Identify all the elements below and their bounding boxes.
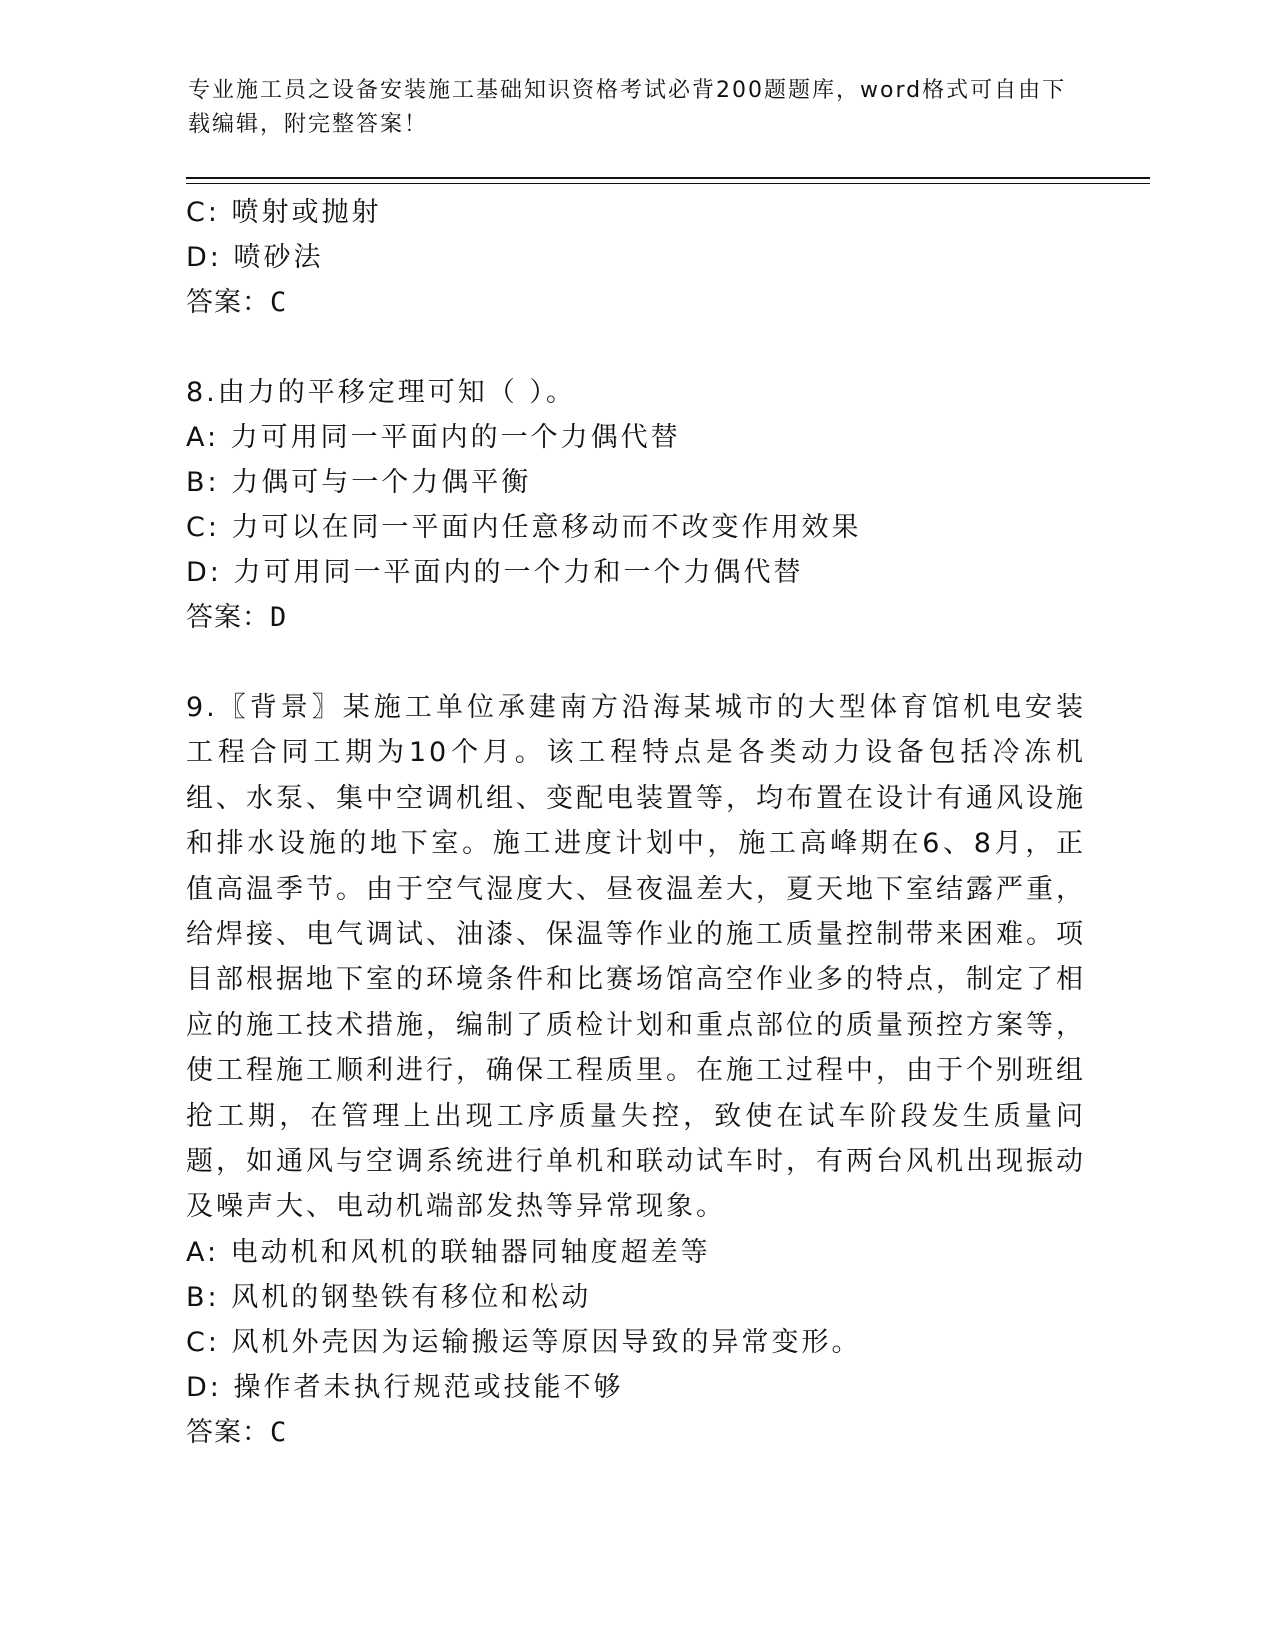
option-b: B: 力偶可与一个力偶平衡 — [186, 467, 532, 498]
spacer — [186, 640, 1086, 685]
document-header: 专业施工员之设备安装施工基础知识资格考试必背200题题库，word格式可自由下载编辑，附完整答案！ — [188, 78, 1067, 137]
question-7-remainder — [186, 190, 1086, 325]
spacer — [186, 325, 1086, 370]
answer-line: 答案：C — [186, 287, 288, 318]
option-a: A: 力可用同一平面内的一个力偶代替 — [186, 422, 681, 453]
option-c: C: 风机外壳因为运输搬运等原因导致的异常变形。 — [186, 1326, 862, 1358]
answer-line: 答案：D — [186, 602, 288, 633]
question-9 — [186, 685, 1086, 1455]
header-rule-thick — [186, 177, 1150, 179]
option-d: D: 力可用同一平面内的一个力和一个力偶代替 — [186, 557, 804, 588]
option-d: D: 喷砂法 — [186, 242, 324, 273]
question-stem: 9.〖背景〗某施工单位承建南方沿海某城市的大型体育馆机电安装工程合同工期为10个月。该工程特点是各类动力设备包括冷冻机组、水泵、集中空调机组、变配电装置等，均布置在设计有通风设施和排水设施的地下室。施工进度计划中，施工高峰期在6、8月，正值高温季节。由于空气湿度大、昼夜温差大，夏天地下室结露严重，给焊接、电气调试、油漆、保温等作业的施工质量控制带来困难。项目部根据地下室的环境条件和比赛场馆高空作业多的特点，制定了相应的施工技术措施，编制了质检计划和重点部位的质量预控方案等，使工程施工顺利进行，确保工程质里。在施工过程中，由于个别班组抢工期，在管理上出现工序质量失控，致使在试车阶段发生质量问题，如通风与空调系统进行单机和联动试车时，有两台风机出现振动及噪声大、电动机端部发热等异常现象。 — [186, 692, 1086, 1223]
option-d: D: 操作者未执行规范或技能不够 — [186, 1371, 624, 1403]
option-c: C: 力可以在同一平面内任意移动而不改变作用效果 — [186, 512, 862, 543]
answer-line: 答案：C — [186, 1416, 288, 1448]
document-body — [186, 190, 1086, 1455]
question-8 — [186, 370, 1086, 640]
header-rule-thin — [186, 183, 1150, 184]
option-b: B: 风机的钢垫铁有移位和松动 — [186, 1281, 592, 1313]
question-stem: 8.由力的平移定理可知（ ）。 — [186, 377, 576, 408]
option-c: C: 喷射或抛射 — [186, 197, 382, 228]
option-a: A: 电动机和风机的联轴器同轴度超差等 — [186, 1236, 711, 1268]
